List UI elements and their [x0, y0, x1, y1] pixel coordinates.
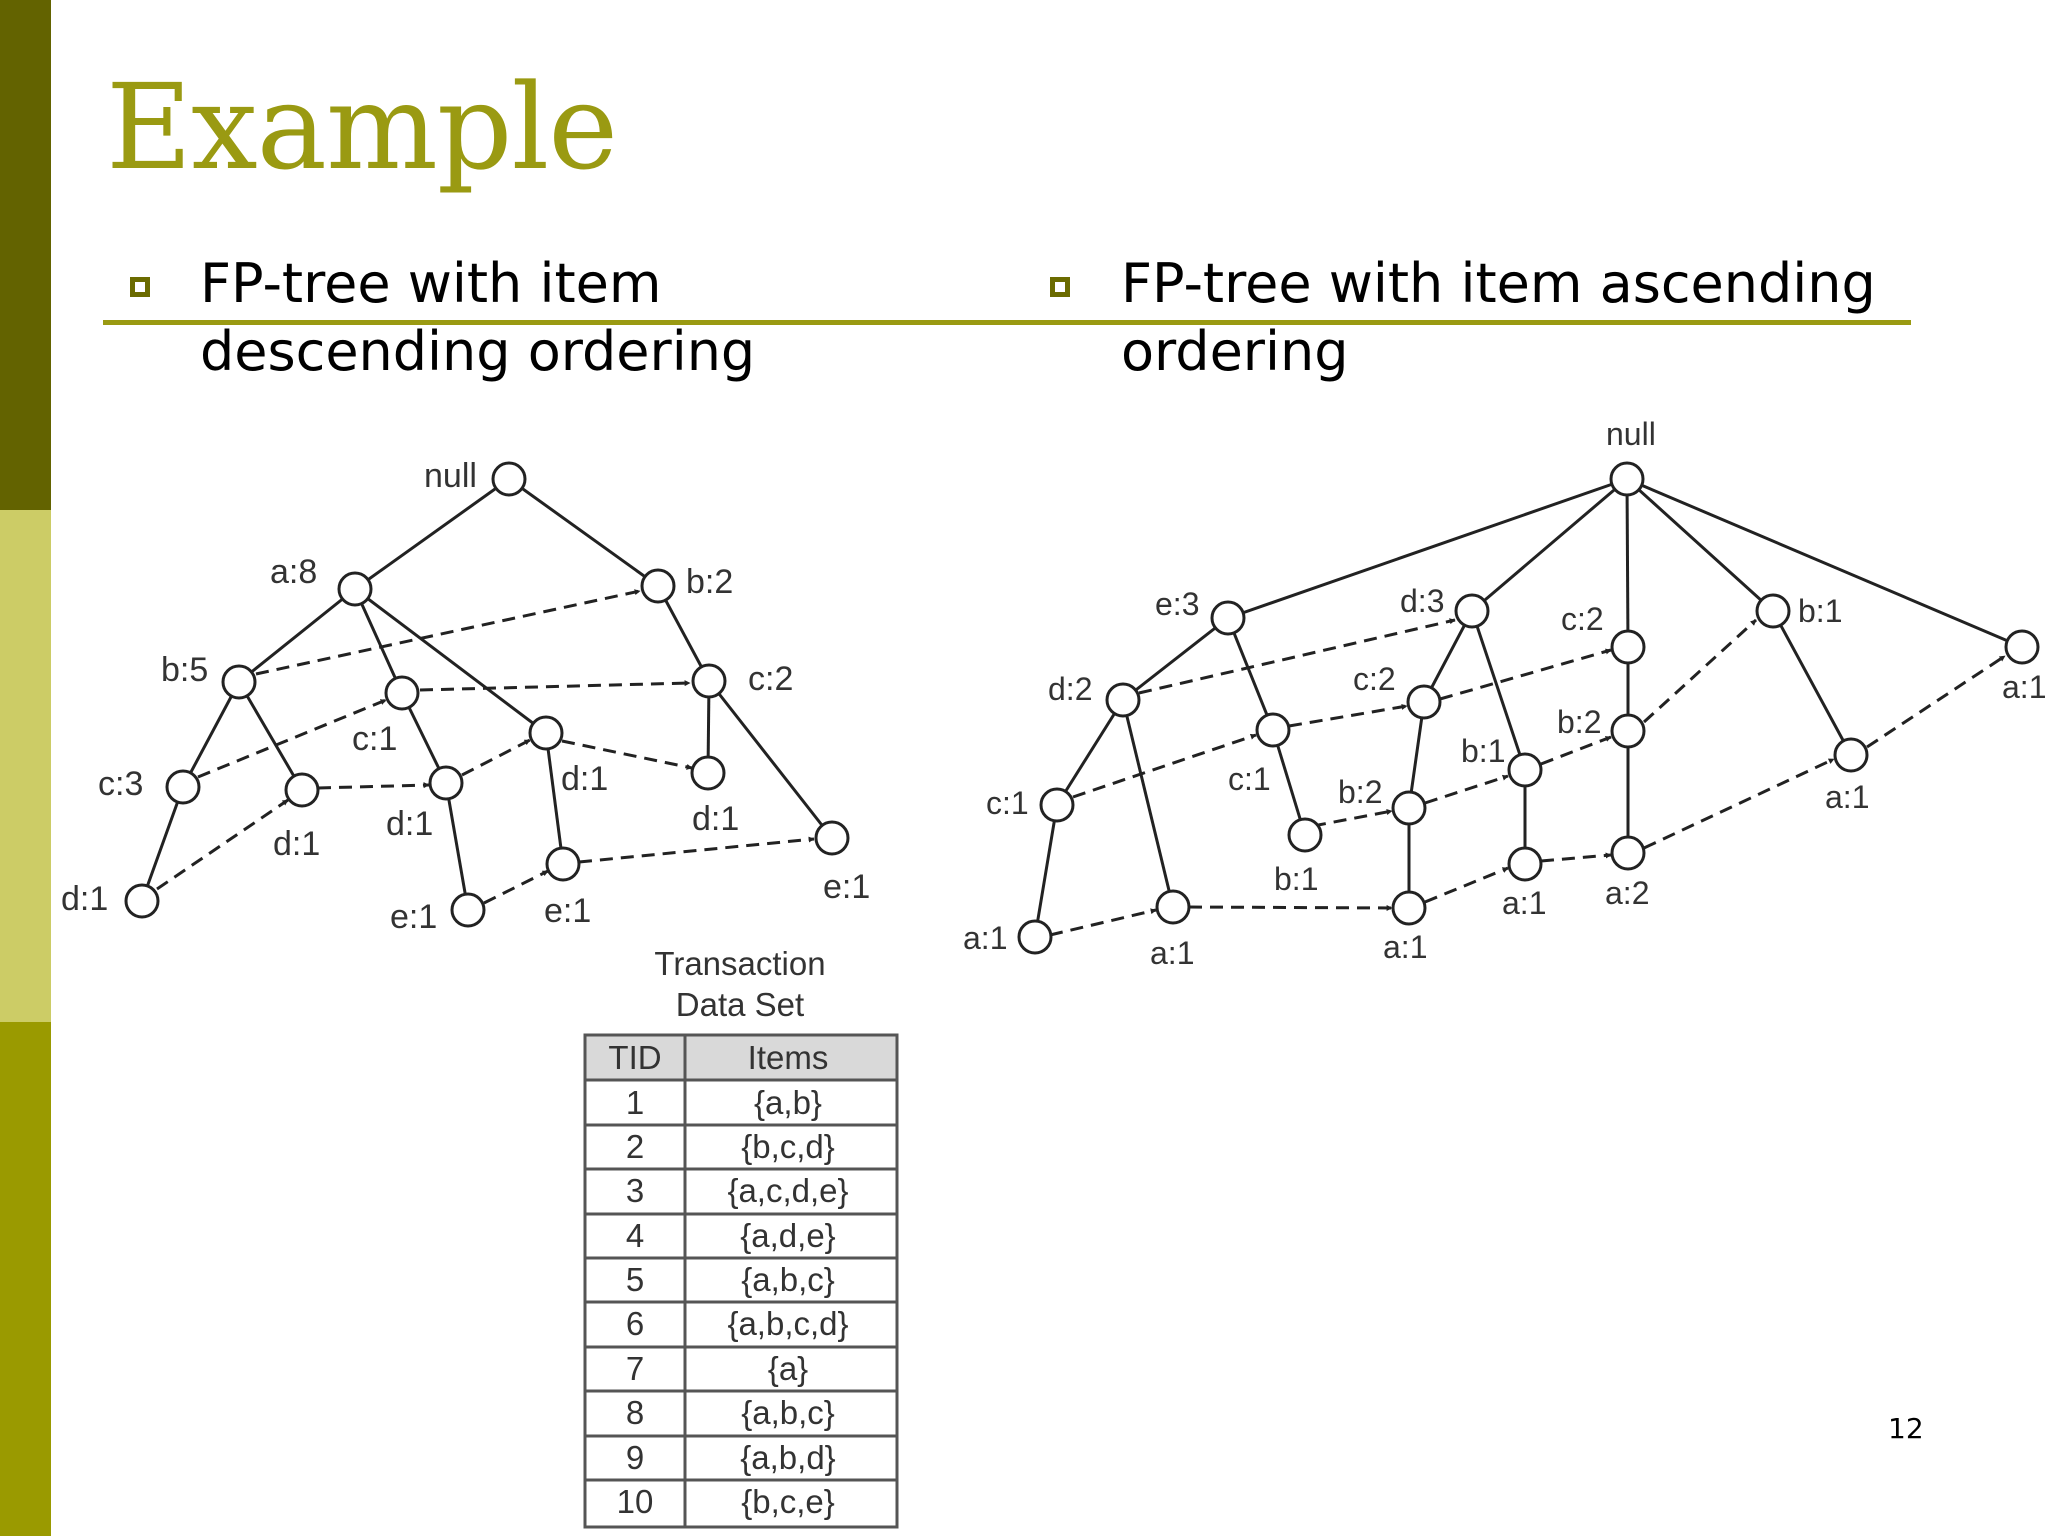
table-cell-items: {a}	[767, 1350, 809, 1387]
right-node-c2-a	[1612, 631, 1644, 663]
right-node-d2	[1107, 684, 1139, 716]
table-cell-tid: 6	[625, 1305, 645, 1342]
table-cell-items: {a,b,c,d}	[727, 1305, 849, 1342]
table-cell-items: {a,b,d}	[740, 1439, 836, 1476]
right-label-b1-c: b:1	[1461, 733, 1506, 769]
left-label-null: null	[424, 457, 477, 495]
right-node-null	[1611, 463, 1643, 495]
left-label-d1-b: d:1	[386, 805, 434, 843]
right-label-b1-b: b:1	[1274, 861, 1319, 897]
right-node-b1-a	[1757, 595, 1789, 627]
right-label-e3: e:3	[1155, 586, 1200, 622]
right-label-a1-b: a:1	[1150, 935, 1195, 971]
table-cell-tid: 2	[625, 1128, 645, 1165]
right-label-a1-top: a:1	[2002, 669, 2047, 705]
right-label-c2-b: c:2	[1353, 661, 1396, 697]
left-tree-labels	[61, 457, 870, 936]
right-label-d3: d:3	[1400, 583, 1445, 619]
left-label-d1-d: d:1	[692, 800, 740, 838]
left-label-c2: c:2	[748, 660, 794, 698]
right-node-a1-c	[1393, 892, 1425, 924]
left-node-d1-a	[286, 774, 318, 806]
left-label-d1-e: d:1	[61, 880, 109, 918]
left-label-b5: b:5	[161, 651, 209, 689]
table-cell-tid: 4	[625, 1217, 645, 1254]
transaction-table	[585, 945, 897, 1527]
table-cell-items: {b,c,d}	[741, 1128, 835, 1165]
left-node-d1-d	[692, 757, 724, 789]
left-node-d1-e	[126, 885, 158, 917]
right-node-b1-c	[1509, 754, 1541, 786]
right-label-b2-b: b:2	[1338, 774, 1383, 810]
right-node-c1-a	[1041, 789, 1073, 821]
left-tree-node-links	[157, 591, 814, 903]
left-node-e1-a	[452, 894, 484, 926]
right-label-null: null	[1606, 416, 1656, 452]
left-label-a8: a:8	[270, 553, 318, 591]
left-node-c3	[167, 771, 199, 803]
right-label-a2: a:2	[1605, 875, 1650, 911]
left-label-b2: b:2	[686, 563, 734, 601]
right-tree-nodes	[1019, 463, 2038, 953]
right-node-a2	[1612, 837, 1644, 869]
right-node-c1-b	[1257, 714, 1289, 746]
table-cell-tid: 3	[625, 1172, 645, 1209]
table-cell-items: {a,b,c}	[741, 1394, 835, 1431]
right-node-a1-r	[1835, 739, 1867, 771]
left-label-d1-c: d:1	[561, 760, 609, 798]
left-node-c2	[693, 665, 725, 697]
right-node-d3	[1456, 595, 1488, 627]
left-node-null	[493, 463, 525, 495]
right-node-a1-a	[1019, 921, 1051, 953]
right-label-c2-a: c:2	[1561, 601, 1604, 637]
right-label-b2-a: b:2	[1557, 704, 1602, 740]
left-label-c3: c:3	[98, 765, 144, 803]
table-cell-tid: 5	[625, 1261, 645, 1298]
table-cell-tid: 9	[625, 1439, 645, 1476]
left-label-d1-a: d:1	[273, 825, 321, 863]
right-label-c1-b: c:1	[1228, 761, 1271, 797]
table-cell-tid: 10	[616, 1483, 654, 1520]
table-cell-items: {b,c,e}	[741, 1483, 835, 1520]
left-node-e1-c	[816, 822, 848, 854]
left-node-b5	[223, 666, 255, 698]
right-label-b1-a: b:1	[1798, 593, 1843, 629]
left-label-e1-b: e:1	[544, 892, 592, 930]
bullet-right-line2: ordering	[1121, 320, 1349, 383]
left-label-e1-c: e:1	[823, 868, 871, 906]
left-node-d1-b	[430, 767, 462, 799]
left-label-e1-a: e:1	[390, 898, 438, 936]
right-label-d2: d:2	[1048, 671, 1093, 707]
right-label-c1-a: c:1	[986, 785, 1029, 821]
left-node-b2	[642, 570, 674, 602]
table-cell-tid: 7	[625, 1350, 645, 1387]
right-label-a1-r: a:1	[1825, 779, 1870, 815]
right-node-e3	[1212, 602, 1244, 634]
right-node-a1-d	[1509, 848, 1541, 880]
right-label-a1-a: a:1	[963, 920, 1008, 956]
right-node-c2-b	[1408, 686, 1440, 718]
left-node-a8	[339, 573, 371, 605]
table-cell-items: {a,d,e}	[740, 1217, 836, 1254]
slide-number: 12	[1888, 1412, 1924, 1445]
table-cell-items: {a,b,c}	[741, 1261, 835, 1298]
right-node-b2-b	[1393, 792, 1425, 824]
left-tree-nodes	[126, 463, 848, 926]
slide-title: Example	[106, 58, 618, 196]
left-node-c1	[386, 677, 418, 709]
bullet-left-line2: descending ordering	[200, 320, 756, 383]
table-header-items: Items	[747, 1039, 829, 1076]
left-node-d1-c	[530, 717, 562, 749]
table-cell-items: {a,b}	[754, 1084, 822, 1121]
table-cell-items: {a,c,d,e}	[727, 1172, 849, 1209]
table-caption-line1: Transaction	[654, 945, 826, 982]
table-cell-tid: 8	[625, 1394, 645, 1431]
bullet-right-line1: FP-tree with item ascending	[1121, 252, 1876, 315]
left-label-c1: c:1	[352, 720, 398, 758]
right-label-a1-c: a:1	[1383, 929, 1428, 965]
right-node-a1-top	[2006, 631, 2038, 663]
table-header-tid: TID	[608, 1039, 662, 1076]
right-node-b1-b	[1289, 819, 1321, 851]
table-caption-line2: Data Set	[675, 986, 805, 1023]
left-node-e1-b	[547, 848, 579, 880]
right-node-a1-b	[1157, 891, 1189, 923]
right-node-b2-a	[1612, 715, 1644, 747]
right-label-a1-d: a:1	[1502, 885, 1547, 921]
table-cell-tid: 1	[625, 1084, 645, 1121]
bullet-left-line1: FP-tree with item	[200, 252, 662, 315]
